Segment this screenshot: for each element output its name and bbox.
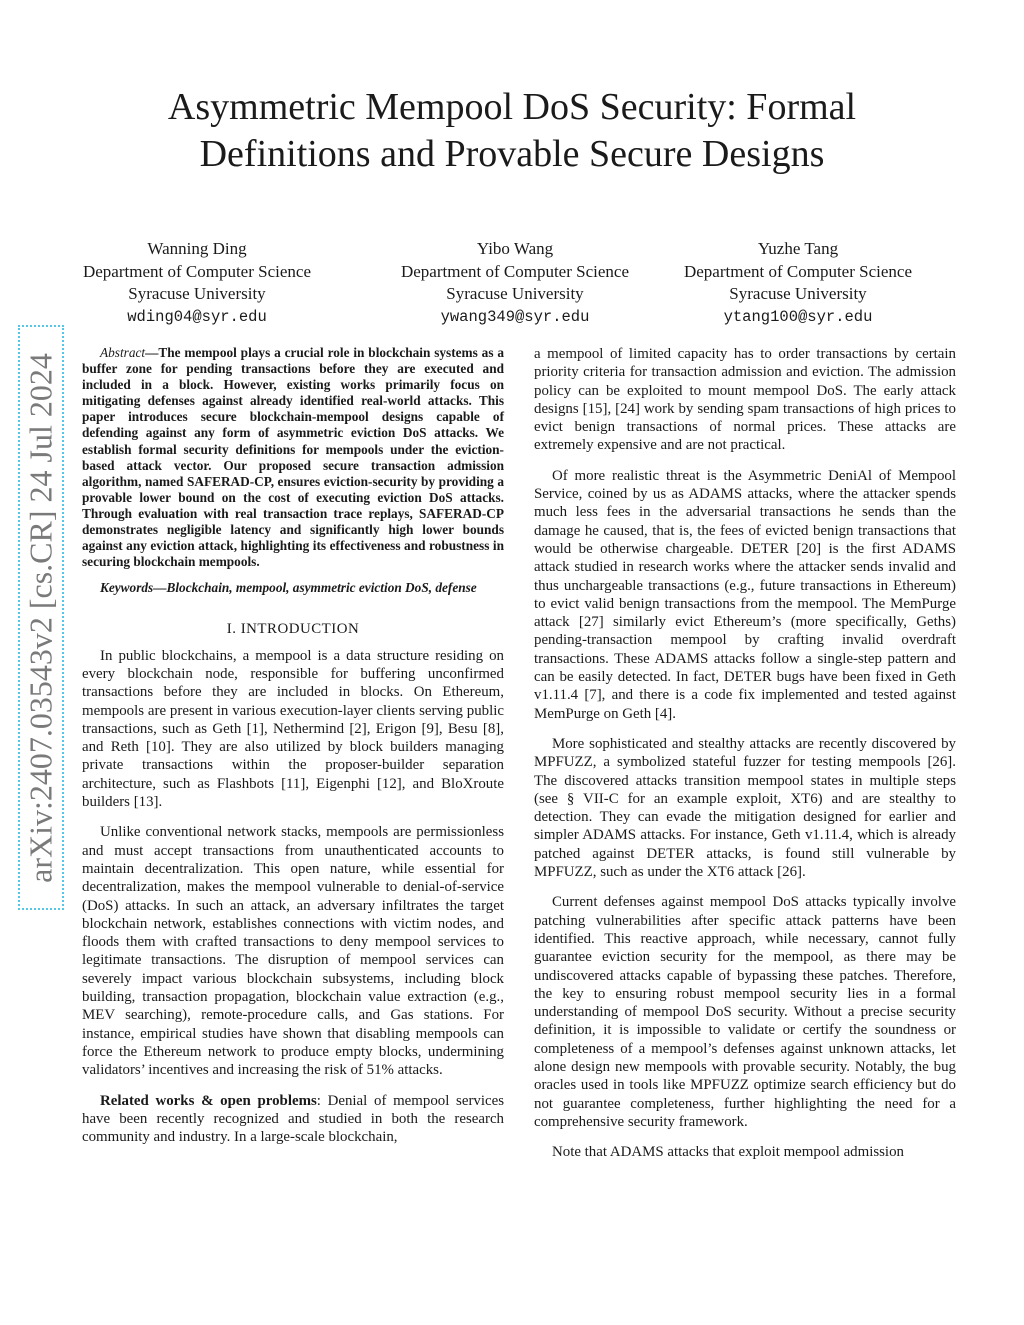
keywords: Keywords—Blockchain, mempool, asymmetric eviction DoS, defense xyxy=(100,580,477,596)
arxiv-stamp-text: arXiv:2407.03543v2 [cs.CR] 24 Jul 2024 xyxy=(22,352,59,883)
author-email: ytang100@syr.edu xyxy=(723,307,873,326)
arxiv-stamp[interactable] xyxy=(18,325,64,910)
related-works-heading: Related works & open problems xyxy=(100,1092,317,1109)
intro-para-1: In public blockchains, a mempool is a data structure residing on every blockchain node, responsible for buffering unconfirmed transactions before they are included in blocks. On Ethereum, mempools are present in various execution-layer clients serving public transactions, such as Geth [1], Nethermind [2], Erigon [9], Besu [8], and Reth [10]. They are also utilized by block builders managing private transactions within the proposer-builder separation architecture, such as Flashbots [11], Eigenphi [12], and BloXroute builders [13]. xyxy=(82,647,504,811)
intro-para-7: Current defenses against mempool DoS attacks typically involve patching vulnerabilities after specific attack patterns have been identified. This reactive approach, while necessary, cannot fully guarantee eviction security for the mempool, as there may be undiscovered attacks capable of bypassing these patches. Therefore, the key to ensuring robust mempool security lies in a formal understanding of mempool DoS security. Without a precise security definition, it is impossible to validate or certify the soundness or completeness of a mempool’s defenses against unknown attacks, let alone design new mempools with provable security. Notably, the bug oracles used in tools like MPFUZZ optimize search efficiency but do not guarantee completeness, further highlighting the need for a comprehensive security framework. xyxy=(534,894,956,1130)
abstract-label: Abstract xyxy=(100,345,146,360)
paper-title xyxy=(0,84,1024,178)
intro-para-8: Note that ADAMS attacks that exploit mempool admission xyxy=(552,1144,904,1161)
author-univ: Syracuse University xyxy=(446,284,584,303)
intro-para-6: More sophisticated and stealthy attacks are recently discovered by MPFUZZ, a symbolized stateful fuzzer for testing mempools [26]. The discovered attacks transition mempool states in multiple steps (see § VII-C for an example exploit, XT6) and are stealthy to detection. They can evade the mitigation designed for earlier and simpler ADAMS attacks. For instance, Geth v1.11.4, which is already patched against DETER attacks, is found still vulnerable by MPFUZZ, such as under the XT6 attack [26]. xyxy=(534,735,956,881)
title-line-1: Asymmetric Mempool DoS Security: Formal xyxy=(167,86,857,128)
author-email: wding04@syr.edu xyxy=(127,307,267,326)
author-block-1 xyxy=(57,238,337,328)
author-email: ywang349@syr.edu xyxy=(440,307,590,326)
author-block-2 xyxy=(375,238,655,328)
intro-para-4: a mempool of limited capacity has to order transactions by certain priority criteria for transaction admission and eviction. The admission policy can be exploited to mount mempool DoS. The early attack designs [15], [24] work by sending spam transactions of high prices to evict benign transactions of normal prices. These attacks are extremely expensive and are not practical. xyxy=(534,346,956,454)
author-name: Yuzhe Tang xyxy=(757,239,839,258)
author-dept: Department of Computer Science xyxy=(683,261,912,281)
intro-para-3 xyxy=(82,1092,504,1147)
title-line-2: Definitions and Provable Secure Designs xyxy=(199,133,825,175)
author-name: Wanning Ding xyxy=(147,239,247,258)
abstract xyxy=(82,345,504,570)
author-dept: Department of Computer Science xyxy=(400,261,629,281)
author-univ: Syracuse University xyxy=(128,284,266,303)
right-column xyxy=(534,345,956,1161)
intro-para-5: Of more realistic threat is the Asymmetric DeniAl of Mempool Service, coined by us as ADAMS attacks, where the attacker spends much less fees in the adversarial transactions he sends than the damage he caused, that is, the fees of evicted benign transactions that would be otherwise chargeable. DETER [20] is the first ADAMS attack studied in research works where the attacker sends invalid and thus unchargeable transactions (e.g., future transactions in Ethereum) to evict valid benign transactions from the mempool. The MemPurge attack [27] similarly evict Ethereum’s (more specifically, Geths) pending-transaction mempool by crafting invalid overdraft transactions. These ADAMS attacks follow a single-step pattern and can be easily detected. In fact, DETER bugs have been fixed in Geth v1.11.4 [7], and there is a code fix implemented and tested against MemPurge on Geth [4]. xyxy=(534,467,956,722)
author-univ: Syracuse University xyxy=(729,284,867,303)
intro-para-2: Unlike conventional network stacks, mempools are permissionless and must accept transactions from unauthenticated accounts to maintain decentralization. This open nature, while essential for decentralization, makes the mempool vulnerable to denial-of-service (DoS) attacks. In such an attack, an adversary infiltrates the target blockchain network, establishes connections with victim nodes, and floods them with crafted transactions to deny mempool services to legitimate transactions. The disruption of mempool services can severely impact various blockchain subsystems, including block building, transaction propagation, blockchain value extraction (e.g., MEV searching), remote-procedure calls, and Gas stations. For instance, empirical studies have shown that disabling mempools can force the Ethereum network to produce empty blocks, undermining validators’ incentives and increasing the risk of 51% attacks. xyxy=(82,824,504,1079)
section-heading: I. INTRODUCTION xyxy=(226,621,360,638)
abstract-text: —The mempool plays a crucial role in blockchain systems as a buffer zone for pending transactions before they are executed and included in a block. However, existing works primarily focus on mitigating defenses against already identified real-world attacks. This paper introduces secure blockchain-mempool designs capable of defending against any form of asymmetric eviction DoS attacks. We establish formal security definitions for mempools under the eviction-based attack vector. Our proposed secure transaction admission algorithm, named SAFERAD-CP, ensures eviction-security by providing a provable lower bound on the cost of executing eviction DoS attacks. Through evaluation with real transaction trace replays, SAFERAD-CP demonstrates negligible latency and significantly high lower bounds against any eviction attack, highlighting its effectiveness and robustness in securing blockchain mempools. xyxy=(82,345,504,570)
related-works-text: : Denial of mempool services have been recently recognized and studied in both the research community and industry. In a large-scale blockchain, xyxy=(82,1092,504,1146)
left-column xyxy=(82,345,504,1146)
author-name: Yibo Wang xyxy=(476,239,554,258)
author-dept: Department of Computer Science xyxy=(82,261,311,281)
author-block-3 xyxy=(658,238,938,328)
